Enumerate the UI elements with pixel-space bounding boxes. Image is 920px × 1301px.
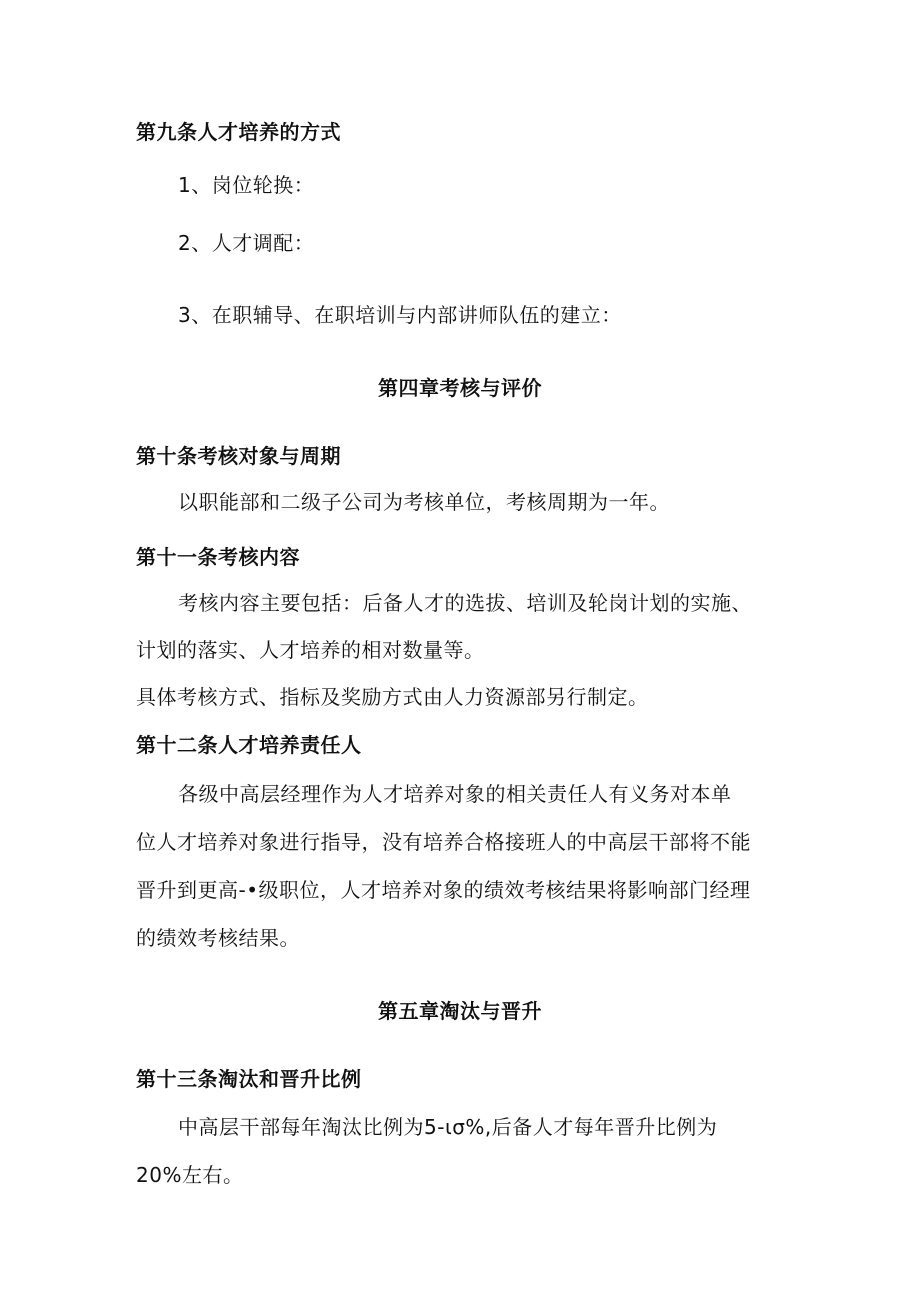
article-12-body-line-3: 晋升到更高-•级职位，人才培养对象的绩效考核结果将影响部门经理: [136, 878, 751, 902]
article-11-body-line-3: 具体考核方式、指标及奖励方式由人力资源部另行制定。: [136, 685, 649, 709]
article-10-body: 以职能部和二级子公司为考核单位，考核周期为一年。: [178, 490, 670, 514]
article-12-body-line-2: 位人才培养对象进行指导，没有培养合格接班人的中高层干部将不能: [136, 830, 751, 854]
chapter-5-title: 第五章淘汰与晋升: [378, 999, 542, 1023]
article-11-body-line-2: 计划的落实、人才培养的相对数量等。: [136, 638, 485, 662]
article-13-title: 第十三条淘汰和晋升比例: [136, 1067, 362, 1091]
article-9-item-1: 1、岗位轮换：: [178, 173, 315, 197]
article-13-body-line-1: 中高层干部每年淘汰比例为5-ισ%,后备人才每年晋升比例为: [178, 1115, 718, 1139]
article-9-item-2: 2、人才调配：: [178, 231, 315, 255]
article-12-body-line-1: 各级中高层经理作为人才培养对象的相关责任人有义务对本单: [178, 782, 732, 806]
article-13-body-line-2: 20%左右。: [136, 1163, 244, 1187]
article-9-title: 第九条人才培养的方式: [136, 120, 341, 144]
article-9-item-3: 3、在职辅导、在职培训与内部讲师队伍的建立：: [178, 303, 622, 327]
article-12-title: 第十二条人才培养责任人: [136, 733, 362, 757]
article-12-body-line-4: 的绩效考核结果。: [136, 926, 300, 950]
article-11-title: 第十一条考核内容: [136, 545, 300, 569]
article-10-title: 第十条考核对象与周期: [136, 444, 341, 468]
chapter-4-title: 第四章考核与评价: [378, 376, 542, 400]
article-11-body-line-1: 考核内容主要包括：后备人才的选拔、培训及轮岗计划的实施、: [178, 591, 752, 615]
